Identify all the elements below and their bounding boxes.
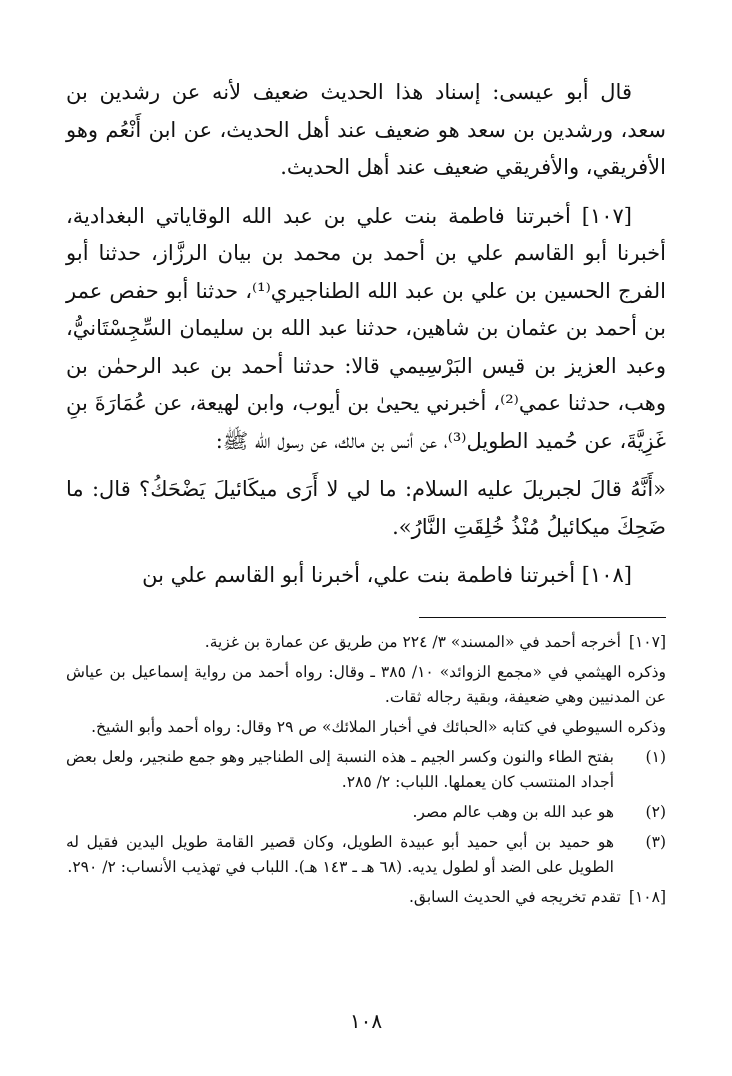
footnote-107-suyuti [66, 715, 666, 740]
footnote-text: تقدم تخريجه في الحديث السابق. [409, 888, 621, 906]
paragraph-commentary: قال أبو عيسى: إسناد هذا الحديث ضعيف لأنه عن رشدين بن سعد، ورشدين بن سعد هو ضعيف عند أهل الحديث، عن ابن أَنْعُم وهو الأفريقي، والأفريقي ضعيف عند أهل الحديث. [66, 80, 666, 179]
footnote-marker: (١) [645, 748, 666, 766]
footnote-text: أخرجه أحمد في «المسند» ٣/ ٢٢٤ من طريق عن عمارة بن غزية. [204, 633, 621, 651]
paragraph-hadith-107-matn: «أَنَّهُ قالَ لجبريلَ عليه السلام: ما لي لا أَرَى ميكَائيلَ يَضْحَكُ؟ قال: ما ضَحِكَ ميكائيلُ مُنْذُ خُلِقَتِ النَّارُ». [66, 477, 666, 539]
footnote-text: وذكره السيوطي في كتابه «الحبائك في أخبار الملائك» ص ٢٩ وقال: رواه أحمد وأبو الشيخ. [91, 718, 666, 736]
main-text [66, 74, 666, 606]
footnote-divider [419, 617, 666, 618]
footnote-text: هو حميد بن أبي حميد أبو عبيدة الطويل، وكان قصير القامة طويل اليدين فقيل له الطويل على الضد أو لطول يديه. (٦٨ هـ ـ ١٤٣ هـ). اللباب في تهذيب الأنساب: ٢/ ٢٩٠. [66, 833, 614, 876]
footnotes [66, 630, 666, 915]
footnote-3 [66, 830, 666, 880]
footnote-107 [66, 630, 666, 655]
footnote-107-haythami [66, 660, 666, 710]
footnote-text: بفتح الطاء والنون وكسر الجيم ـ هذه النسبة إلى الطناجير وهو جمع طنجير، ولعل بعض أجداد المنتسب كان يعملها. اللباب: ٢/ ٢٨٥. [66, 748, 614, 791]
page-number: ١٠٨ [349, 1009, 383, 1033]
paragraph-hadith-108: [١٠٨] أخبرتنا فاطمة بنت علي، أخبرنا أبو القاسم علي بن [142, 563, 632, 587]
footnote-marker: [١٠٨] [628, 888, 666, 906]
footnote-marker: (٢) [645, 803, 666, 821]
footnote-marker: [١٠٧] [628, 633, 666, 651]
footnote-text: هو عبد الله بن وهب عالم مصر. [412, 803, 614, 821]
footnote-108 [66, 885, 666, 910]
footnote-marker: (٣) [645, 833, 666, 851]
paragraph-hadith-107-isnad: [١٠٧] أخبرتنا فاطمة بنت علي بن عبد الله الوقاياتي البغدادية، أخبرنا أبو القاسم علي بن أحمد بن محمد بن بيان الرزَّاز، حدثنا أبو الفرج الحسين بن علي بن عبد الله الطناجيري⁽¹⁾، حدثنا أبو حفص عمر بن أحمد بن عثمان بن شاهين، حدثنا عبد الله بن سليمان السِّجِسْتَانيُّ، وعبد العزيز بن قيس البَرْسِيمي قالا: حدثنا أحمد بن عبد الرحمٰن بن وهب، حدثنا عمي⁽²⁾، أخبرني يحيىٰ بن أيوب، وابن لهيعة، عن عُمَارَةَ بنِ غَزِيَّةَ، عن حُميد الطويل⁽³⁾، عن أنس بن مالك، عن رسول الله ﷺ: [66, 203, 666, 453]
footnote-1 [66, 745, 666, 795]
footnote-2 [66, 800, 666, 825]
footnote-text: وذكره الهيثمي في «مجمع الزوائد» ١٠/ ٣٨٥ ـ وقال: رواه أحمد من رواية إسماعيل بن عياش عن المدنيين وهي ضعيفة، وبقية رجاله ثقات. [66, 663, 666, 706]
